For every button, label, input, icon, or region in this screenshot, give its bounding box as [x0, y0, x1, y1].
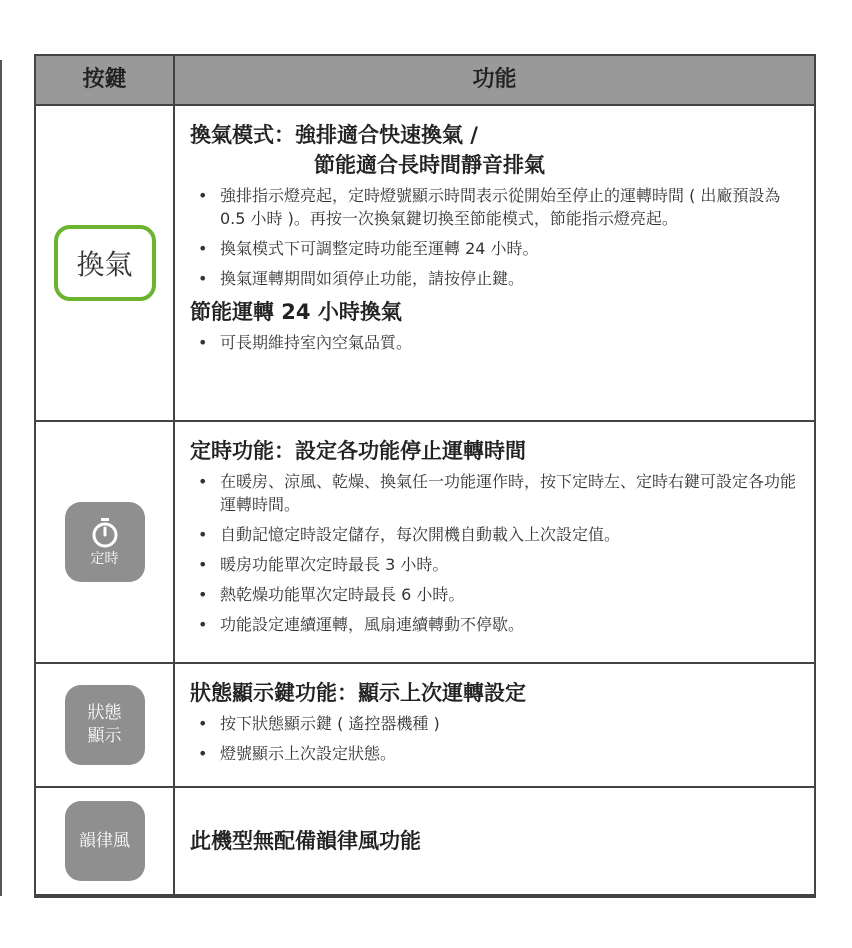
function-cell [190, 678, 808, 772]
key-cell [36, 788, 173, 894]
status-bullets [190, 712, 808, 765]
list-item: • 燈號顯示上次設定狀態。 [190, 742, 808, 765]
list-item: • 強排指示燈亮起，定時燈號顯示時間表示從開始至停止的運轉時間 ( 出廠預設為 0.5 小時 )。再按一次換氣鍵切換至節能模式，節能指示燈亮起。 [190, 184, 808, 230]
ventilation-heading-line2: 節能適合長時間靜音排氣 [314, 153, 545, 177]
key-cell [36, 664, 173, 786]
key-cell [36, 106, 173, 420]
timer-button [65, 502, 145, 582]
list-item: • 換氣模式下可調整定時功能至運轉 24 小時。 [190, 237, 808, 260]
table-row-rhythm-wind [36, 788, 814, 896]
ventilation-heading-line1: 換氣模式：強排適合快速換氣 / [190, 123, 478, 147]
energy-saving-heading: 節能運轉 24 小時換氣 [190, 300, 402, 324]
status-button-label-line1: 狀態 [87, 703, 122, 723]
list-item: • 熱乾燥功能單次定時最長 6 小時。 [190, 583, 808, 606]
list-item: • 自動記憶定時設定儲存，每次開機自動載入上次設定值。 [190, 523, 808, 546]
status-heading: 狀態顯示鍵功能：顯示上次運轉設定 [190, 681, 526, 705]
list-item: • 可長期維持室內空氣品質。 [190, 331, 808, 354]
status-display-button [65, 685, 145, 765]
timer-heading: 定時功能：設定各功能停止運轉時間 [190, 439, 526, 463]
ventilation-bullets [190, 184, 808, 290]
energy-saving-bullets [190, 331, 808, 354]
list-item: • 暖房功能單次定時最長 3 小時。 [190, 553, 808, 576]
rhythm-wind-button: 韻律風 [65, 801, 145, 881]
list-item: • 功能設定連續運轉，風扇連續轉動不停歇。 [190, 613, 808, 636]
list-item: • 在暖房、涼風、乾燥、換氣任一功能運作時，按下定時左、定時右鍵可設定各功能運轉時間。 [190, 470, 808, 516]
header-function-column: 功能 [472, 67, 517, 92]
table-row-ventilation [36, 106, 814, 422]
list-item: • 換氣運轉期間如須停止功能，請按停止鍵。 [190, 267, 808, 290]
rhythm-wind-heading: 此機型無配備韻律風功能 [190, 829, 421, 853]
table-row-timer [36, 422, 814, 664]
table-header [36, 56, 814, 106]
status-button-label-line2: 顯示 [87, 726, 122, 746]
function-cell [190, 826, 808, 856]
key-cell [36, 422, 173, 662]
function-table [34, 54, 816, 898]
timer-bullets [190, 470, 808, 636]
list-item: • 按下狀態顯示鍵 ( 遙控器機種 ) [190, 712, 808, 735]
timer-button-label: 定時 [90, 551, 119, 567]
ventilation-button: 換氣 [54, 225, 156, 301]
function-cell [190, 436, 808, 643]
timer-icon [90, 517, 120, 549]
left-margin-rule [0, 60, 2, 896]
table-row-status-display [36, 664, 814, 788]
function-cell [190, 120, 808, 361]
column-divider [173, 56, 175, 896]
header-key-column: 按鍵 [82, 67, 127, 92]
